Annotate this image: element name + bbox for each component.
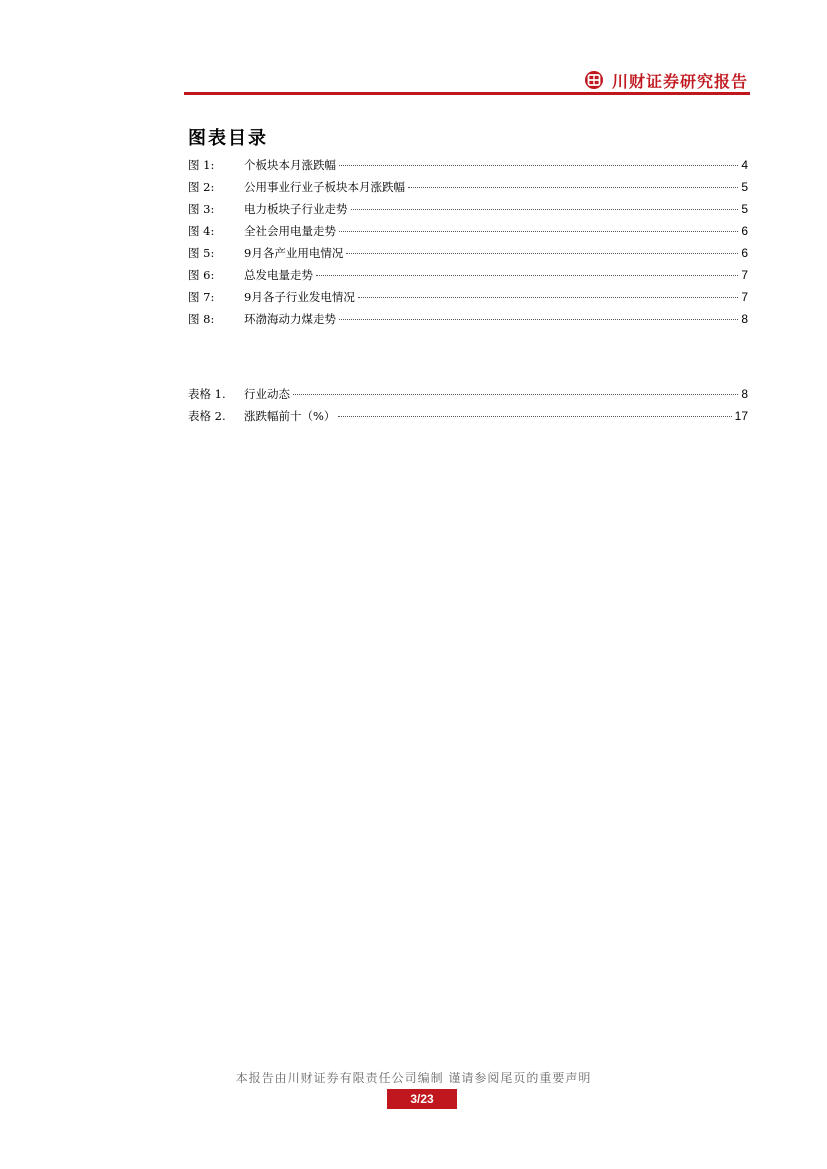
toc-entry-page: 6 xyxy=(741,224,748,238)
toc-entry-figure-1[interactable] xyxy=(188,157,748,179)
dot-leader xyxy=(351,209,739,210)
toc-entry-page: 8 xyxy=(741,387,748,401)
toc-entry-table-1[interactable] xyxy=(188,386,748,408)
dot-leader xyxy=(339,231,738,232)
toc-entry-page: 7 xyxy=(741,290,748,304)
dot-leader xyxy=(358,297,738,298)
toc-entry-label: 图 7: xyxy=(188,290,215,304)
dot-leader xyxy=(316,275,738,276)
toc-entry-figure-6[interactable] xyxy=(188,267,748,289)
dot-leader xyxy=(408,187,738,188)
toc-entry-text: 电力板块子行业走势 xyxy=(244,202,348,216)
toc-entry-figure-2[interactable] xyxy=(188,179,748,201)
toc-entry-text: 总发电量走势 xyxy=(244,268,313,282)
toc-entry-text: 环渤海动力煤走势 xyxy=(244,312,336,326)
chuancai-logo-icon xyxy=(584,70,604,90)
toc-entry-label: 表格 1. xyxy=(188,387,226,401)
toc-entry-page: 5 xyxy=(741,180,748,194)
toc-entry-text: 行业动态 xyxy=(244,387,290,401)
dot-leader xyxy=(339,165,738,166)
footer-disclaimer: 本报告由川财证券有限责任公司编制 谨请参阅尾页的重要声明 xyxy=(235,1071,592,1085)
dot-leader xyxy=(339,319,738,320)
toc-entry-label: 图 6: xyxy=(188,268,215,282)
toc-title: 图表目录 xyxy=(188,128,268,149)
toc-entry-page: 6 xyxy=(741,246,748,260)
toc-entry-label: 图 3: xyxy=(188,202,215,216)
toc-entry-table-2[interactable] xyxy=(188,408,748,430)
toc-entry-figure-7[interactable] xyxy=(188,289,748,311)
figure-list xyxy=(188,157,748,333)
toc-entry-page: 17 xyxy=(734,409,748,423)
brand-name: 川财证券研究报告 xyxy=(611,71,748,91)
toc-entry-label: 表格 2. xyxy=(188,409,226,423)
toc-entry-label: 图 5: xyxy=(188,246,215,260)
toc-entry-text: 公用事业行业子板块本月涨跌幅 xyxy=(244,180,405,194)
toc-entry-text: 9月各子行业发电情况 xyxy=(244,290,355,304)
dot-leader xyxy=(293,394,738,395)
toc-entry-text: 全社会用电量走势 xyxy=(244,224,336,238)
table-list xyxy=(188,386,748,430)
toc-entry-label: 图 1: xyxy=(188,158,215,172)
toc-entry-figure-5[interactable] xyxy=(188,245,748,267)
header-rule xyxy=(184,92,750,95)
toc-entry-figure-4[interactable] xyxy=(188,223,748,245)
toc-entry-figure-3[interactable] xyxy=(188,201,748,223)
toc-entry-text: 9月各产业用电情况 xyxy=(244,246,344,260)
toc-entry-figure-8[interactable] xyxy=(188,311,748,333)
toc-entry-label: 图 4: xyxy=(188,224,215,238)
dot-leader xyxy=(338,416,731,417)
toc-entry-text: 涨跌幅前十（%） xyxy=(244,409,336,423)
dot-leader xyxy=(346,253,738,254)
toc-entry-label: 图 2: xyxy=(188,180,215,194)
toc-entry-page: 4 xyxy=(741,158,748,172)
toc-entry-page: 8 xyxy=(741,312,748,326)
brand xyxy=(584,68,748,92)
toc-entry-page: 5 xyxy=(741,202,748,216)
toc-entry-label: 图 8: xyxy=(188,312,215,326)
page-header xyxy=(184,66,750,96)
toc-entry-text: 个板块本月涨跌幅 xyxy=(244,158,336,172)
toc-entry-page: 7 xyxy=(741,268,748,282)
page-number: 3/23 xyxy=(387,1089,457,1109)
